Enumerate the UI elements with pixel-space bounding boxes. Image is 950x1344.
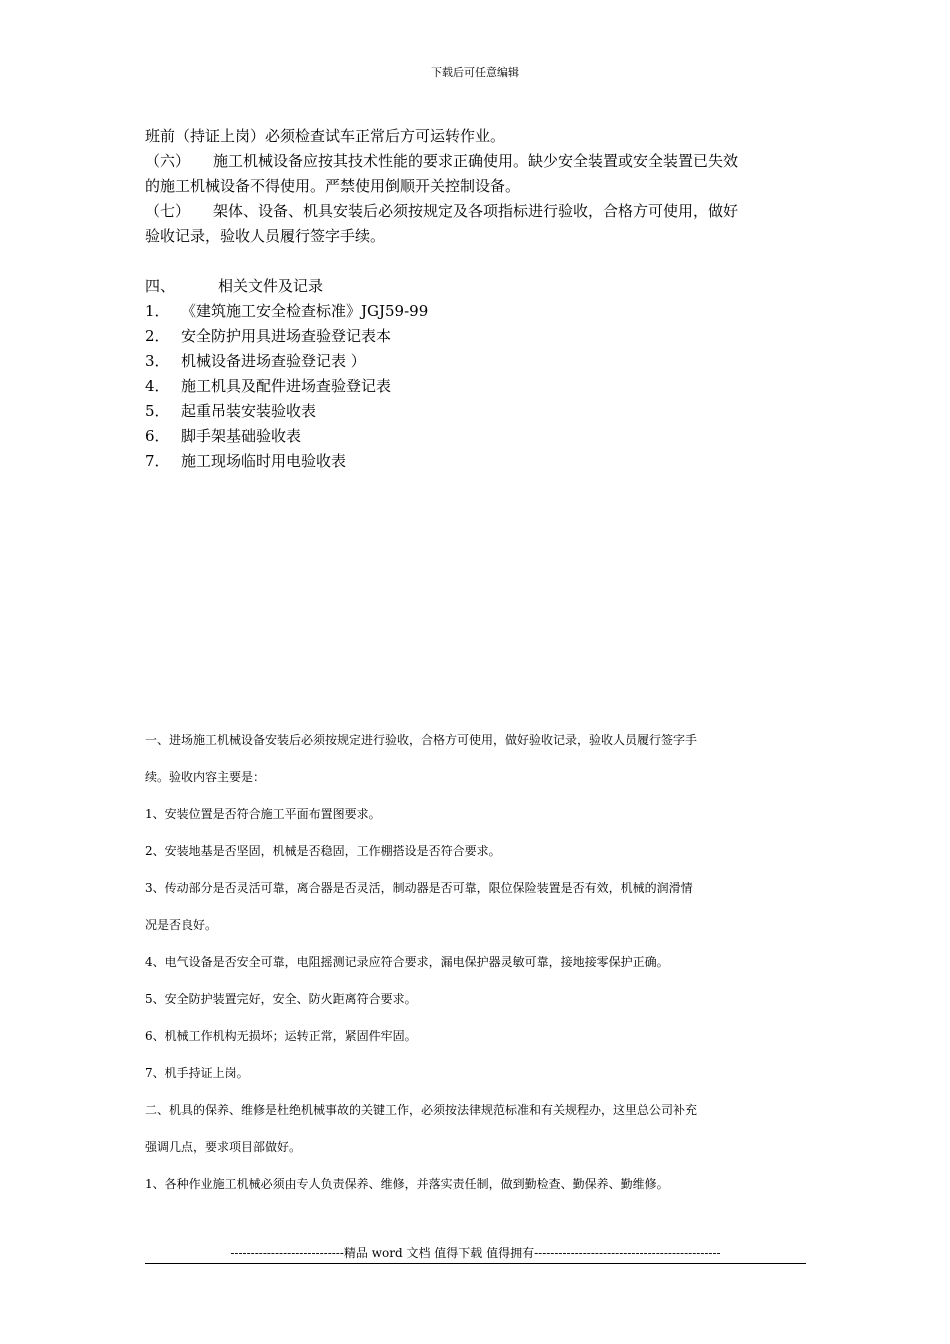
body-line: 二、机具的保养、维修是杜绝机械事故的关键工作，必须按法律规范标准和有关规程办，这里总公司补充: [145, 1103, 698, 1117]
body-line: 强调几点，要求项目部做好。: [145, 1140, 302, 1154]
list-text: 起重吊装安装验收表: [181, 402, 317, 420]
item-tag: （七）: [145, 202, 191, 220]
body-line: 5、安全防护装置完好，安全、防火距离符合要求。: [145, 992, 417, 1006]
list-item: [145, 424, 810, 449]
body-line: 2、安装地基是否坚固，机械是否稳固，工作棚搭设是否符合要求。: [145, 844, 501, 858]
paragraph-text: 的施工机械设备不得使用。严禁使用倒顺开关控制设备。: [145, 177, 521, 195]
lower-text-block: [145, 722, 810, 1203]
top-text-block: [145, 124, 810, 474]
paragraph-line: [145, 149, 810, 174]
list-text: 施工机具及配件进场查验登记表: [181, 377, 392, 395]
list-item: [145, 324, 810, 349]
list-text: 机械设备进场查验登记表 ）: [181, 352, 366, 370]
list-item: [145, 399, 810, 424]
body-line: 4、电气设备是否安全可靠，电阻摇测记录应符合要求，漏电保护器灵敏可靠，接地接零保护正确。: [145, 955, 669, 969]
page-footer: ----------------------------精品 word 文档 值得下载 值得拥有----------------------------------------------: [145, 1245, 806, 1264]
paragraph-line: [145, 124, 810, 149]
list-number: 1．: [145, 302, 170, 320]
list-text: 《建筑施工安全检查标准》JGJ59-99: [181, 302, 429, 320]
list-text: 脚手架基础验收表: [181, 427, 302, 445]
item-tag: （六）: [145, 152, 191, 170]
list-item: [145, 374, 810, 399]
paragraph-text: 验收记录，验收人员履行签字手续。: [145, 227, 386, 245]
paragraph-text: 班前（持证上岗）必须检查试车正常后方可运转作业。: [145, 127, 506, 145]
list-text: 施工现场临时用电验收表: [181, 452, 347, 470]
body-line: 6、机械工作机构无损坏；运转正常，紧固件牢固。: [145, 1029, 417, 1043]
list-item: [145, 449, 810, 474]
spacer: [145, 249, 810, 274]
list-number: 5．: [145, 402, 170, 420]
section-title: 相关文件及记录: [218, 277, 324, 295]
section-number: 四、: [145, 277, 176, 295]
list-number: 7．: [145, 452, 170, 470]
list-item: [145, 349, 810, 374]
list-text: 安全防护用具进场查验登记表本: [181, 327, 392, 345]
list-number: 4．: [145, 377, 170, 395]
body-line: 1、各种作业施工机械必须由专人负责保养、维修，并落实责任制，做到勤检查、勤保养、勤维修。: [145, 1177, 669, 1191]
body-line: 1、安装位置是否符合施工平面布置图要求。: [145, 807, 381, 821]
paragraph-line: [145, 174, 810, 199]
body-line: 况是否良好。: [145, 918, 218, 932]
body-line: 一、进场施工机械设备安装后必须按规定进行验收，合格方可使用，做好验收记录，验收人员履行签字手: [145, 733, 698, 747]
list-number: 3．: [145, 352, 170, 370]
section-heading: [145, 274, 810, 299]
body-line: 续。验收内容主要是：: [145, 770, 266, 784]
paragraph-text: 架体、设备、机具安装后必须按规定及各项指标进行验收，合格方可使用，做好: [213, 202, 739, 220]
paragraph-line: [145, 224, 810, 249]
page-header: 下载后可任意编辑: [431, 66, 519, 79]
list-number: 2．: [145, 327, 170, 345]
paragraph-text: 施工机械设备应按其技术性能的要求正确使用。缺少安全装置或安全装置已失效: [213, 152, 739, 170]
list-item: [145, 299, 810, 324]
paragraph-line: [145, 199, 810, 224]
list-number: 6．: [145, 427, 170, 445]
body-line: 7、机手持证上岗。: [145, 1066, 249, 1080]
body-line: 3、传动部分是否灵活可靠，离合器是否灵活，制动器是否可靠，限位保险装置是否有效，机械的润滑情: [145, 881, 693, 895]
